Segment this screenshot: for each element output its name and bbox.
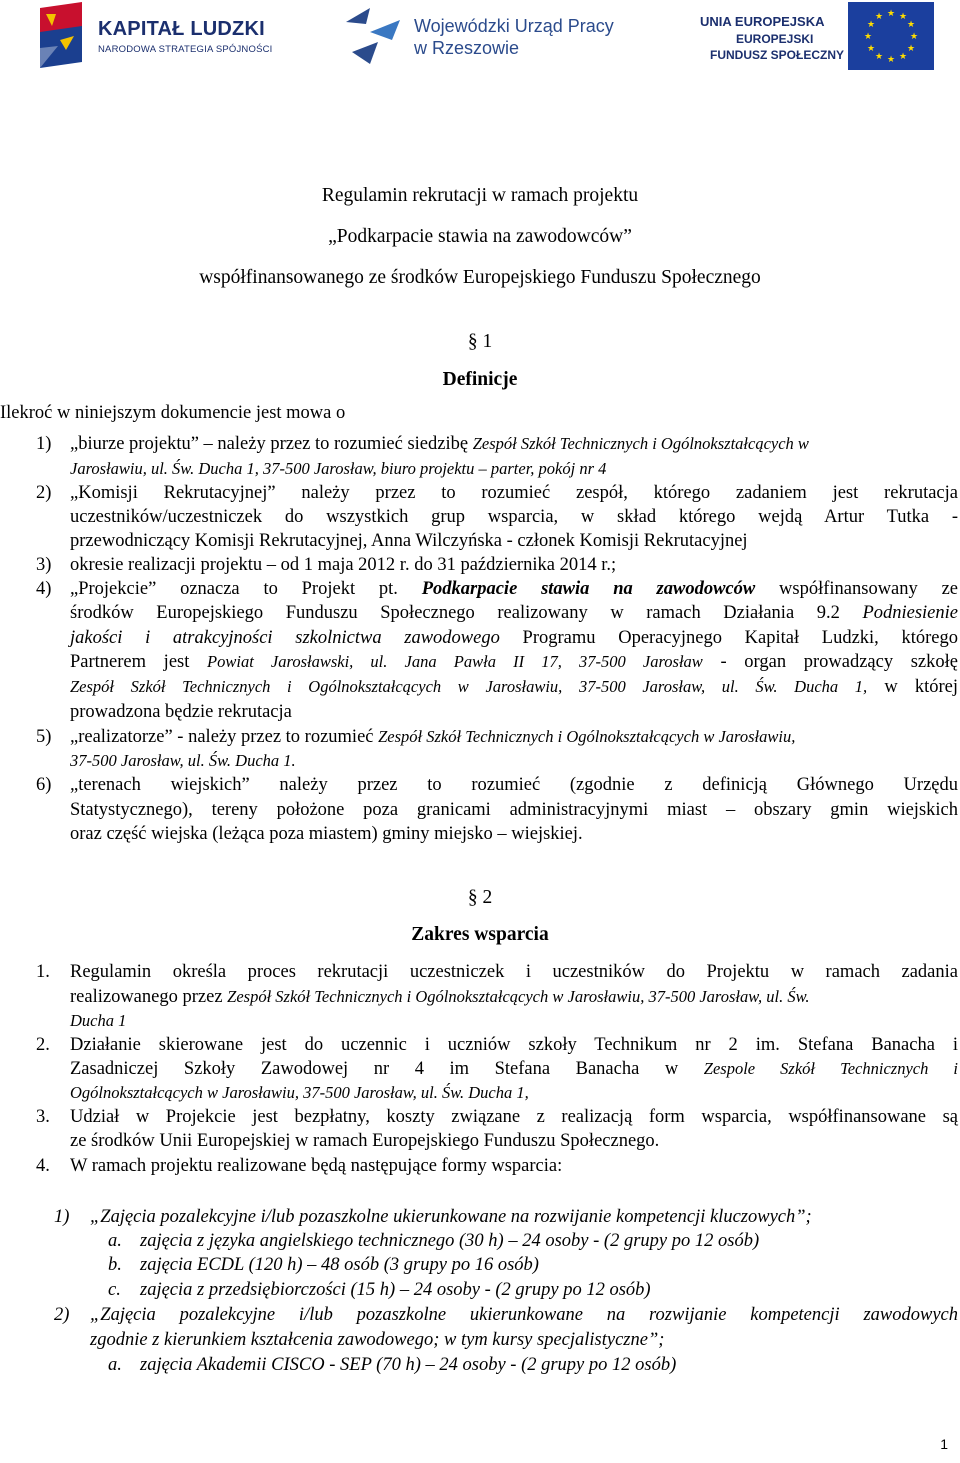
form1c-item [140, 1278, 651, 1302]
form2a-label-text: a. [108, 1355, 122, 1375]
section2-sign: § 2 [467, 887, 493, 908]
svg-text:★: ★ [874, 52, 884, 62]
section2-heading: Zakres wsparcia [411, 924, 549, 945]
support1-number: 1. [36, 962, 50, 982]
svg-text:★: ★ [898, 12, 908, 22]
form1a-item [140, 1229, 759, 1253]
svg-text:★: ★ [909, 32, 919, 42]
support2-line2 [70, 1057, 958, 1081]
def4-text1: „Projekcie” oznacza to Projekt pt. [70, 579, 422, 599]
def5-text1b: Zespół Szkół Technicznych i Ogólnokształcących w Jarosławiu, [378, 727, 796, 746]
support2-text2b: Zespole Szkół Technicznych i [703, 1059, 958, 1078]
svg-text:★: ★ [906, 20, 916, 30]
def5-number: 5) [36, 727, 52, 747]
form1-title-text: „Zajęcia pozalekcyjne i/lub pozaszkolne ukierunkowane na rozwijanie kompetencji kluczowych”; [90, 1207, 812, 1227]
section1-heading: Definicje [442, 369, 518, 390]
wup-name-line1: Wojewódzki Urząd Pracy [414, 16, 614, 36]
form1b-label-text: b. [108, 1255, 122, 1275]
support2-line1: Działanie skierowane jest do uczennic i uczniów szkoły Technikum nr 2 im. Stefana Banacha i [70, 1035, 958, 1055]
section1-intro: Ilekroć w niniejszym dokumencie jest mowa o [0, 403, 346, 423]
def3-number: 3) [36, 555, 52, 575]
form2-number [54, 1303, 69, 1327]
section1-sign: § 1 [467, 331, 493, 352]
kapital-ludzki-subtitle: NARODOWA STRATEGIA SPÓJNOŚCI [98, 44, 273, 55]
support3-line1: Udział w Projekcie jest bezpłatny, koszty związane z realizacją form wsparcia, współfinansowane są [70, 1107, 958, 1127]
def5-text2: 37-500 Jarosław, ul. Św. Ducha 1. [70, 751, 296, 770]
support1-text2b: Zespół Szkół Technicznych i Ogólnokształcących w Jarosławiu, 37-500 Jarosław, ul. Św. [227, 987, 810, 1006]
def4-text5b: w której [867, 677, 958, 697]
support2-text3: Ogólnokształcących w Jarosławiu, 37-500 Jarosław, ul. Św. Ducha 1, [70, 1083, 529, 1102]
form1a-text: zajęcia z języka angielskiego technicznego (30 h) – 24 osoby - (2 grupy po 12 osób) [140, 1231, 760, 1251]
title-line2: „Podkarpacie stawia na zawodowców” [328, 226, 632, 247]
def4-text4c: - organ prowadzący szkołę [702, 652, 958, 672]
title-line1: Regulamin rekrutacji w ramach projektu [321, 185, 639, 206]
def4-line4 [70, 650, 958, 674]
form2-title-text2: zgodnie z kierunkiem kształcenia zawodowego; w tym kursy specjalistyczne”; [90, 1330, 665, 1350]
wup-logo [340, 2, 630, 72]
form1b-label [108, 1253, 122, 1277]
form1c-label [108, 1278, 121, 1302]
def2-line1: „Komisji Rekrutacyjnej” należy przez to rozumieć zespół, którego zadaniem jest rekrutacja [70, 483, 958, 503]
support2-line3 [70, 1081, 529, 1105]
def4-text4a: Partnerem jest [70, 652, 208, 672]
kapital-ludzki-logo [36, 2, 276, 74]
support2-number: 2. [36, 1035, 50, 1055]
form1-number [54, 1205, 69, 1229]
form2a-label [108, 1353, 122, 1377]
def4-text3b: Programu Operacyjnego Kapitał Ludzki, którego [499, 628, 959, 648]
svg-text:★: ★ [866, 44, 876, 54]
def2-line2: uczestników/uczestniczek do wszystkich grup wsparcia, w skład którego wejdą Artur Tutka - [70, 507, 958, 527]
form1a-label-text: a. [108, 1231, 122, 1251]
def4-text5a: Zespół Szkół Technicznych i Ogólnokształcących w Jarosławiu, 37-500 Jarosław, ul. Św. Ducha 1, [70, 677, 868, 696]
eu-line1: UNIA EUROPEJSKA [700, 14, 825, 29]
def6-number: 6) [36, 775, 52, 795]
def4-number: 4) [36, 579, 52, 599]
kapital-ludzki-name: KAPITAŁ LUDZKI [98, 18, 265, 40]
def6-line3: oraz część wiejska (leżąca poza miastem) gminy miejsko – wiejskiej. [70, 824, 583, 844]
support1-text3: Ducha 1 [70, 1011, 127, 1030]
def4-text2: środków Europejskiego Funduszu Społecznego realizowany w ramach Działania 9.2 [70, 603, 863, 623]
svg-text:★: ★ [898, 52, 908, 62]
support4-number: 4. [36, 1156, 50, 1176]
def5-text1: „realizatorze” - należy przez to rozumieć [70, 727, 379, 747]
form1b-item [140, 1253, 539, 1277]
form1c-label-text: c. [108, 1280, 121, 1300]
page-number: 1 [940, 1436, 948, 1452]
svg-text:★: ★ [863, 32, 873, 42]
def4-text3a: jakości i atrakcyjności szkolnictwa zawodowego [70, 628, 500, 648]
def1-address: Jarosławiu, ul. Św. Ducha 1, 37-500 Jarosław, biuro projektu – parter, pokój nr 4 [70, 459, 607, 478]
eu-line3: FUNDUSZ SPOŁECZNY [710, 48, 845, 62]
def4-text4b: Powiat Jarosławski, ul. Jana Pawła II 17, 37-500 Jarosław [207, 652, 703, 671]
def2-line3: przewodniczący Komisji Rekrutacyjnej, Anna Wilczyńska - członek Komisji Rekrutacyjnej [70, 531, 748, 551]
def4-text2b: Podniesienie [862, 603, 958, 623]
def1-line1 [70, 432, 809, 456]
def4-line5 [70, 675, 958, 699]
form2-number-text: 2) [54, 1305, 70, 1325]
wup-name-line2: w Rzeszowie [414, 38, 520, 58]
def1-line2 [70, 457, 606, 481]
def4-line2 [70, 601, 958, 625]
def1-text: „biurze projektu” – należy przez to rozumieć siedzibę [70, 434, 473, 454]
form1c-text: zajęcia z przedsiębiorczości (15 h) – 24 osoby - (2 grupy po 12 osób) [140, 1280, 651, 1300]
support3-line2: ze środków Unii Europejskiej w ramach Europejskiego Funduszu Społecznego. [70, 1131, 660, 1151]
def4-text1c: współfinansowany ze [755, 579, 958, 599]
form1b-text: zajęcia ECDL (120 h) – 48 osób (3 grupy po 16 osób) [140, 1255, 539, 1275]
def6-line1: „terenach wiejskich” należy przez to rozumieć (zgodnie z definicją Głównego Urzędu [70, 775, 958, 795]
form1-number-text: 1) [54, 1207, 70, 1227]
support1-line3 [70, 1009, 126, 1033]
def4-line1 [70, 577, 958, 601]
support1-line2 [70, 985, 810, 1009]
eu-flag-icon [848, 2, 934, 70]
form2a-text: zajęcia Akademii CISCO - SEP (70 h) – 24 osoby - (2 grupy po 12 osób) [140, 1355, 677, 1375]
svg-text:★: ★ [886, 55, 896, 65]
form2-title-line1 [90, 1303, 958, 1327]
form1a-label [108, 1229, 122, 1253]
support4-line1: W ramach projektu realizowane będą następujące formy wsparcia: [70, 1156, 563, 1176]
kapital-ludzki-flag-icon [36, 2, 88, 74]
def1-italic: Zespół Szkół Technicznych i Ogólnokształcących w [472, 434, 809, 453]
def6-line2: Statystycznego), tereny położone poza granicami administracyjnymi miast – obszary gmin wiejskich [70, 800, 958, 820]
svg-text:★: ★ [866, 20, 876, 30]
svg-text:★: ★ [874, 12, 884, 22]
def4-line6: prowadzona będzie rekrutacja [70, 702, 292, 722]
eu-logo [690, 2, 940, 72]
support2-text2a: Zasadniczej Szkoły Zawodowej nr 4 im Stefana Banacha w [70, 1059, 704, 1079]
def4-project-name: Podkarpacie stawia na zawodowców [421, 579, 756, 599]
form2a-item [140, 1353, 676, 1377]
def2-number: 2) [36, 483, 52, 503]
header-logos [0, 0, 960, 80]
form1-title [90, 1205, 812, 1229]
def5-line1 [70, 725, 795, 749]
def4-line3 [70, 626, 958, 650]
def1-number: 1) [36, 434, 52, 454]
support1-line1: Regulamin określa proces rekrutacji uczestniczek i uczestników do Projektu w ramach zadania [70, 962, 958, 982]
def3-line1: okresie realizacji projektu – od 1 maja 2012 r. do 31 października 2014 r.; [70, 555, 617, 575]
support1-text2a: realizowanego przez [70, 987, 228, 1007]
def5-line2 [70, 749, 296, 773]
title-line3: współfinansowanego ze środków Europejskiego Funduszu Społecznego [199, 267, 761, 288]
svg-text:★: ★ [886, 9, 896, 19]
wup-mark-icon [340, 2, 410, 72]
eu-line2: EUROPEJSKI [736, 32, 814, 46]
svg-text:★: ★ [906, 44, 916, 54]
support3-number: 3. [36, 1107, 50, 1127]
form2-title-line2 [90, 1328, 664, 1352]
form2-title-text1: „Zajęcia pozalekcyjne i/lub pozaszkolne ukierunkowane na rozwijanie kompetencji zawodowych [90, 1305, 958, 1325]
